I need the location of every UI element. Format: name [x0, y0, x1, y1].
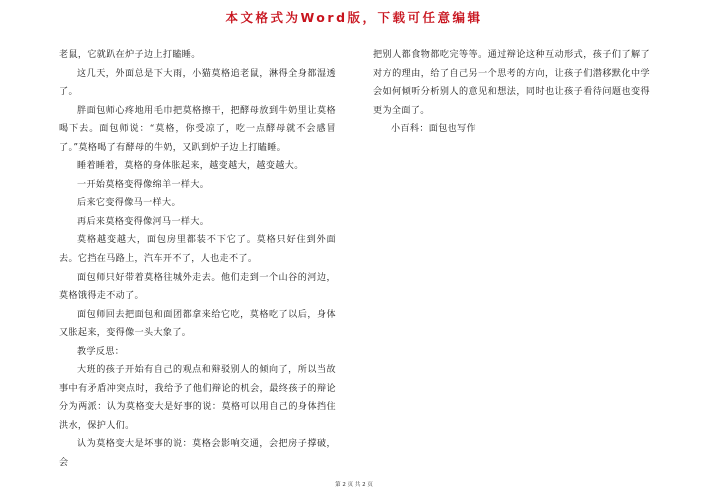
paragraph: 面包师只好带着莫格往城外走去。他们走到一个山谷的河边，莫格饿得走不动了。: [59, 272, 336, 302]
paragraph: 面包师回去把面包和面团都拿来给它吃，莫格吃了以后，身体又胀起来，变得像一头大象了。: [59, 309, 336, 339]
page-number: 第 2 页 共 2 页: [335, 482, 373, 488]
paragraph: 大班的孩子开始有自己的观点和辩驳别人的倾向了，所以当故事中有矛盾冲突点时，我给予了他们辩论的机会，最终孩子的辩论分为两派：认为莫格变大是好事的说：莫格可以用自己的身体挡住洪水，保护人们。: [59, 365, 336, 431]
paragraph: 这几天，外面总是下大雨，小猫莫格追老鼠，淋得全身都湿透了。: [59, 68, 336, 98]
paragraph: 后来它变得像马一样大。: [77, 198, 181, 209]
paragraph: 教学反思：: [77, 346, 125, 357]
document-banner: 本文格式为Word版，下载可任意编辑: [225, 10, 483, 25]
left-text-column: [59, 46, 336, 473]
right-text-column: [373, 46, 650, 139]
paragraph: 老鼠，它就趴在炉子边上打瞌睡。: [59, 50, 201, 60]
paragraph: 莫格越变越大，面包房里都装不下它了。莫格只好住到外面去。它挡在马路上，汽车开不了，人也走不了。: [59, 235, 336, 265]
paragraph: 一开始莫格变得像绵羊一样大。: [77, 179, 210, 190]
paragraph: 胖面包师心疼地用毛巾把莫格擦干，把酵母放到牛奶里让莫格喝下去。面包师说：“莫格，你受凉了，吃一点酵母就不会感冒了。”莫格喝了有酵母的牛奶，又趴到炉子边上打瞌睡。: [59, 105, 336, 153]
paragraph: 再后来莫格变得像河马一样大。: [77, 216, 210, 227]
paragraph: 把别人都食物都吃完等等。通过辩论这种互动形式，孩子们了解了对方的理由，给了自己另一个思考的方向，让孩子们潜移默化中学会如何倾听分析别人的意见和想法，同时也让孩子看待问题也变得更为全面了。: [373, 50, 650, 116]
paragraph: 睡着睡着，莫格的身体胀起来，越变越大，越变越大。: [77, 161, 304, 172]
paragraph: 小百科：面包也写作: [391, 124, 476, 135]
paragraph: 认为莫格变大是坏事的说：莫格会影响交通，会把房子撑破，会: [59, 439, 336, 469]
